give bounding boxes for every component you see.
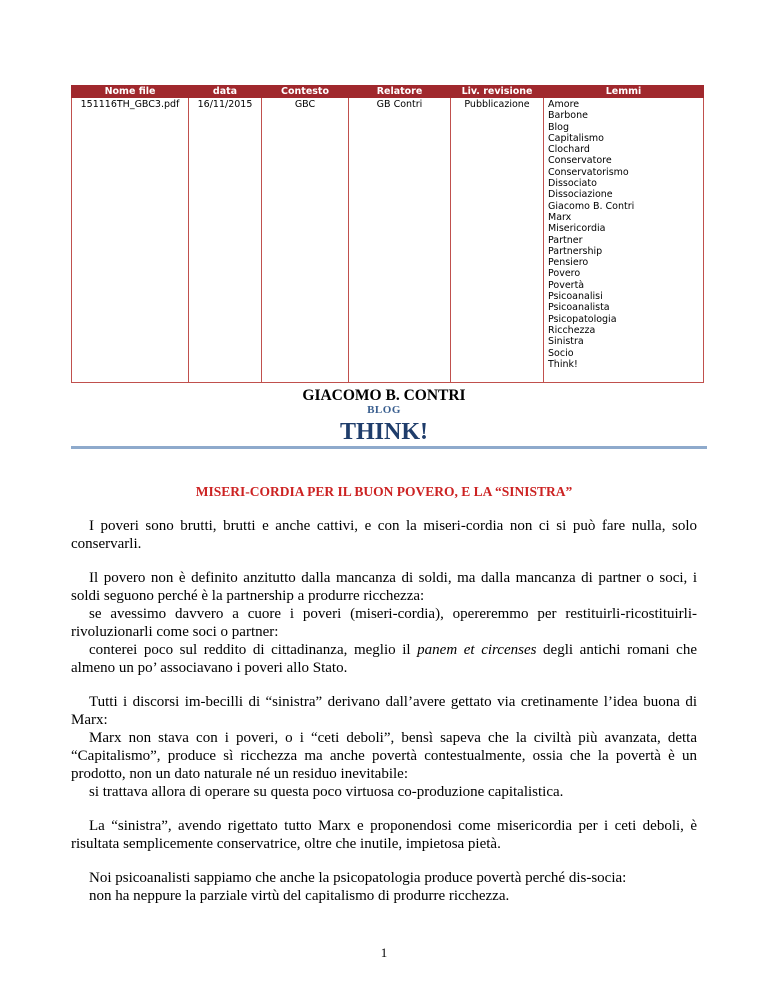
metadata-header-row xyxy=(72,86,704,98)
think-heading: THINK! xyxy=(339,419,428,445)
header-lemmi: Lemmi xyxy=(544,86,704,98)
header-divider xyxy=(71,446,707,449)
header-data: data xyxy=(189,86,262,98)
lemma-item: Giacomo B. Contri xyxy=(548,200,635,212)
header-contesto: Contesto xyxy=(262,86,349,98)
paragraph-3: Tutti i discorsi im-becilli di “sinistra” derivano dall’avere gettato via cretinamente l’idea buona di Marx: Marx non stava con i poveri, o i “ceti deboli”, bensì sapeva che la civiltà più avanzata, detta “Capitalismo”, produce sì ricchezza ma anche povertà contestualmente, ossia che la povertà è un prodotto, non un dato naturale né un residuo inevitabile: si trattava allora di operare su questa poco virtuosa co-produzione capitalistica. xyxy=(71,694,697,800)
paragraph-2: Il povero non è definito anzitutto dalla mancanza di soldi, ma dalla mancanza di partner o soci, i soldi seguono perché è la partnership a produrre ricchezza: se avessimo davvero a cuore i poveri (miseri-cordia), opereremmo per restituirli-ricostituirli-rivoluzionarli come soci o partner: conterei poco sul reddito di cittadinanza, meglio il panem et circenses degli antichi romani che almeno un po’ associavano i poveri allo Stato. xyxy=(71,570,697,676)
lemma-item: Dissociato xyxy=(548,178,597,190)
lemmi-list xyxy=(544,98,704,383)
metadata-value-row xyxy=(72,98,704,383)
paragraph-5: Noi psicoanalisti sappiamo che anche la psicopatologia produce povertà perché dis-socia: non ha neppure la parziale virtù del capitalismo di produrre ricchezza. xyxy=(89,870,627,904)
value-contesto: GBC xyxy=(262,98,349,383)
article-title: MISERI-CORDIA PER IL BUON POVERO, E LA “SINISTRA” xyxy=(195,484,573,499)
paragraph-1: I poveri sono brutti, brutti e anche cattivi, e con la miseri-cordia non ci si può fare nulla, solo conservarli. xyxy=(71,518,697,552)
header-nome-file: Nome file xyxy=(72,86,189,98)
lemma-item: Conservatorismo xyxy=(548,166,629,178)
latin-phrase: panem et circenses xyxy=(417,642,537,658)
header-relatore: Relatore xyxy=(349,86,451,98)
lemma-item: Think! xyxy=(548,358,578,370)
blog-label: BLOG xyxy=(367,404,401,416)
lemma-item: Psicoanalista xyxy=(548,302,610,314)
value-nome-file: 151116TH_GBC3.pdf xyxy=(72,98,189,383)
lemma-item: Blog xyxy=(548,121,569,133)
lemma-item: Partnership xyxy=(548,245,603,257)
lemma-item: Povertà xyxy=(548,279,585,291)
lemma-item: Ricchezza xyxy=(548,324,596,336)
lemma-item: Povero xyxy=(548,268,581,280)
lemma-item: Amore xyxy=(548,99,580,110)
lemma-item: Misericordia xyxy=(548,223,606,235)
value-liv-revisione: Pubblicazione xyxy=(451,98,544,383)
lemma-item: Pensiero xyxy=(548,257,589,269)
lemma-item: Socio xyxy=(548,347,574,359)
lemma-item: Partner xyxy=(548,234,583,246)
paragraph-4: La “sinistra”, avendo rigettato tutto Marx e proponendosi come misericordia per i ceti deboli, è risultata semplicemente conservatrice, oltre che inutile, impietosa pietà. xyxy=(71,818,697,852)
lemma-item: Sinistra xyxy=(548,336,584,348)
value-relatore: GB Contri xyxy=(349,98,451,383)
lemma-item: Dissociazione xyxy=(548,189,613,201)
lemma-item: Capitalismo xyxy=(548,132,604,144)
lemma-item: Marx xyxy=(548,211,572,223)
value-data: 16/11/2015 xyxy=(189,98,262,383)
lemma-item: Clochard xyxy=(548,144,590,156)
lemma-item: Psicopatologia xyxy=(548,313,617,325)
header-liv-revisione: Liv. revisione xyxy=(451,86,544,98)
article-body xyxy=(71,517,697,921)
lemma-item: Conservatore xyxy=(548,155,612,167)
metadata-table xyxy=(71,85,704,383)
author-name: GIACOMO B. CONTRI xyxy=(302,387,466,404)
lemma-item: Psicoanalisi xyxy=(548,291,603,303)
lemma-item: Barbone xyxy=(548,110,588,122)
page-number: 1 xyxy=(380,945,388,960)
